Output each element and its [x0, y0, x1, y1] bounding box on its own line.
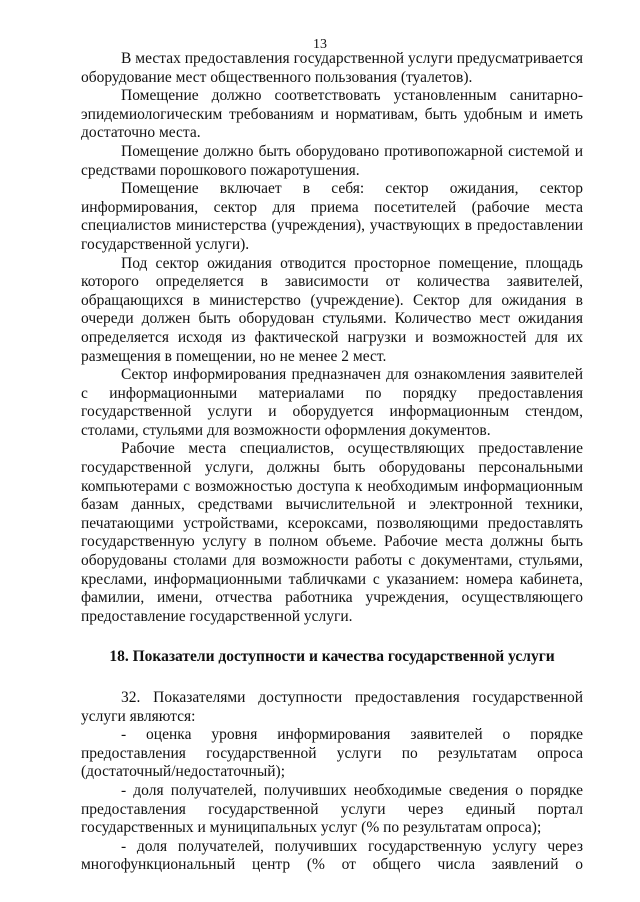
- paragraph: Помещение должно быть оборудовано противопожарной системой и средствами порошкового пожаротушения.: [81, 142, 583, 179]
- paragraph: Помещение включает в себя: сектор ожидания, сектор информирования, сектор для приема посетителей (рабочие места специалистов министерства (учреждения), участвующих в предоставлении государственной услуги).: [81, 180, 583, 253]
- paragraph: В местах предоставления государственной услуги предусматривается оборудование мест общественного пользования (туалетов).: [81, 50, 583, 86]
- list-item: - оценка уровня информирования заявителей о порядке предоставления государственной услуги по результатам опроса (достаточный/недостаточный);: [81, 726, 583, 781]
- paragraph: Сектор информирования предназначен для ознакомления заявителей с информационными материалами по порядку предоставления государственной услуги и оборудуется информационным стендом, столами, стульями для возможности оформления документов.: [81, 366, 583, 439]
- paragraph: Помещение должно соответствовать установленным санитарно-эпидемиологическим требованиям и нормативам, быть удобным и иметь достаточно места.: [81, 87, 583, 142]
- list-item: - доля получателей, получивших государственную услугу через многофункциональный центр (% от общего числа заявлений о: [81, 837, 583, 874]
- paragraph: Рабочие места специалистов, осуществляющих предоставление государственной услуги, должны быть оборудованы персональными компьютерами с возможностью доступа к необходимым информационным базам данных, средствами вычислительной и электронной техники, печатающими устройствами, ксероксами, позволяющими предоставлять государственную услугу в полном объеме. Рабочие места должны быть оборудованы столами для возможности работы с документами, стульями, креслами, информационными табличками с указанием: номера кабинета, фамилии, имени, отчества работника учреждения, осуществляющего предоставление государственной услуги.: [81, 440, 583, 625]
- document-body: [81, 50, 583, 875]
- paragraph: Под сектор ожидания отводится просторное помещение, площадь которого определяется в зависимости от количества заявителей, обращающихся в министерство (учреждение). Сектор для ожидания в очереди должен быть оборудован стульями. Количество мест ожидания определяется исходя из фактической нагрузки и возможностей для их размещения в помещении, но не менее 2 мест.: [81, 254, 583, 365]
- page-number: 13: [313, 37, 327, 52]
- list-item: - доля получателей, получивших необходимые сведения о порядке предоставления государственной услуги через единый портал государственных и муниципальных услуг (% по результатам опроса);: [81, 781, 583, 837]
- section-heading: 18. Показатели доступности и качества государственной услуги: [109, 648, 555, 666]
- paragraph: 32. Показателями доступности предоставления государственной услуги являются:: [81, 689, 583, 725]
